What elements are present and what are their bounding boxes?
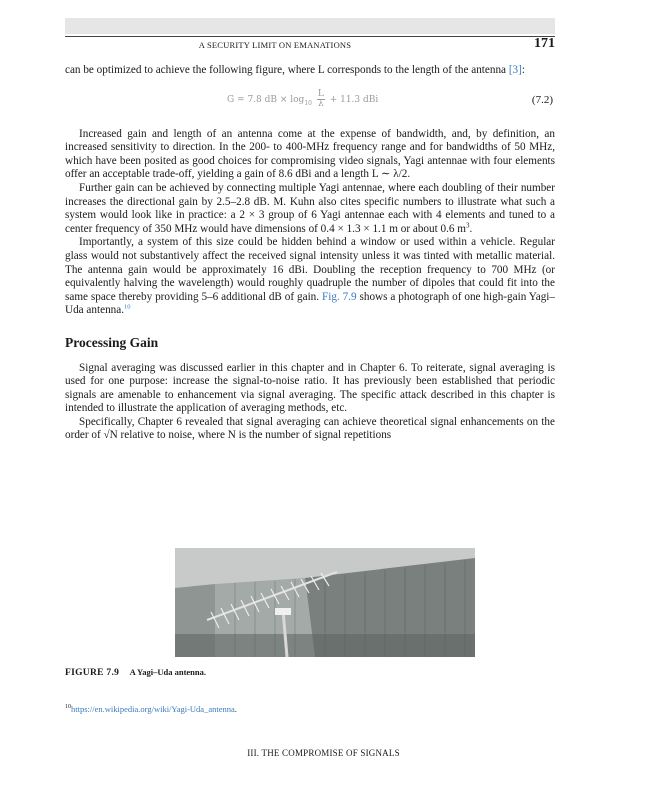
figure-caption — [65, 667, 206, 678]
fraction-denominator: λ — [317, 98, 324, 109]
equation-number: (7.2) — [531, 93, 553, 106]
yagi-antenna-photo — [175, 548, 475, 657]
footnote-url[interactable]: https://en.wikipedia.org/wiki/Yagi-Uda_antenna — [71, 704, 235, 714]
footer-part-title: III. THE COMPROMISE OF SIGNALS — [247, 748, 400, 758]
equation-fraction — [317, 90, 325, 109]
equation-expression — [227, 90, 378, 110]
figure-label: FIGURE 7.9 — [65, 668, 120, 678]
antenna-photo-illustration — [175, 548, 475, 657]
footnote-ref[interactable]: 10 — [124, 303, 131, 311]
p2-tail: . — [469, 222, 473, 235]
figure-link[interactable]: Fig. 7.9 — [321, 290, 357, 303]
paragraph-averaging: Signal averaging was discussed earlier in this chapter and in Chapter 6. To reiterate, signal averaging is used for one purpose: increase the signal-to-noise ratio. It has previously been established that periodic signals are amenable to enhancement via signal averaging. The specific attack described in this chapter is intended to illustrate the application of averaging methods, etc. — [65, 361, 555, 415]
intro-text: can be optimized to achieve the following figure, where L corresponds to the length of the antenna — [65, 64, 507, 76]
page-number: 171 — [534, 36, 555, 51]
paragraph-enhancement: Specifically, Chapter 6 revealed that signal averaging can achieve theoretical signal enhancements on the order of √N relative to noise, where N is the number of signal repetitions — [65, 415, 555, 442]
log-base: 10 — [304, 99, 312, 107]
body-text — [65, 64, 555, 443]
figure-caption-text: A Yagi–Uda antenna. — [129, 667, 207, 677]
header-rule — [65, 36, 555, 37]
header-band — [65, 18, 555, 34]
intro-tail: : — [521, 64, 525, 76]
equation-7-2 — [65, 86, 555, 116]
footnote-tail: . — [234, 704, 237, 714]
footnote — [65, 704, 237, 714]
equation-rhs: + 11.3 dBi — [329, 94, 379, 105]
p2-superscript: 3 — [466, 221, 470, 230]
paragraph-vehicle — [65, 236, 555, 318]
equation-lhs: G = 7.8 dB × log — [227, 94, 305, 105]
p2-text: Further gain can be achieved by connecting multiple Yagi antennae, where each doubling of their number increases the directional gain by 2.5–2.8 dB. M. Kuhn also cites specific numbers to illustrate what such a system would look like in practice: a 2 × 3 group of 6 Yagi antennae each with 4 elements and tuned to a center frequency of 350 MHz would have dimensions of 0.4 × 1.3 × 1.1 m or about 0.6 m — [65, 181, 555, 235]
paragraph-yagi-array — [65, 182, 555, 236]
citation-link[interactable]: [3] — [508, 64, 522, 76]
running-head: A SECURITY LIMIT ON EMANATIONS — [198, 40, 352, 50]
paragraph-bandwidth: Increased gain and length of an antenna come at the expense of bandwidth, and, by definition, an increased sensitivity to direction. In the 200- to 400-MHz frequency range and for bandwidths of 50 MHz, which have been posited as good choices for compromising video signals, Yagi antennae with four elements offer an acceptable trade-off, yielding a gain of 8.6 dBi and a length L ∼ λ/2. — [65, 127, 555, 181]
footnote-mark: 10 — [65, 704, 71, 711]
p3-text: Importantly, a system of this size could be hidden behind a window or used within a vehicle. Regular glass would not substantively affect the received signal intensity unless it was tinted with metallic material. The antenna gain would be approximately 16 dBi. Doubling the reception frequency to 700 MHz (or equivalently halving the wavelength) would roughly quadruple the number of dipoles that could fit into the same space thereby providing 5–6 additional dB of gain. — [65, 236, 555, 303]
intro-paragraph — [65, 64, 555, 78]
fraction-numerator: L — [317, 88, 324, 99]
p3-tail: shows a photograph of one high-gain Yagi–Uda antenna. — [65, 290, 555, 317]
section-heading: Processing Gain — [65, 334, 159, 350]
